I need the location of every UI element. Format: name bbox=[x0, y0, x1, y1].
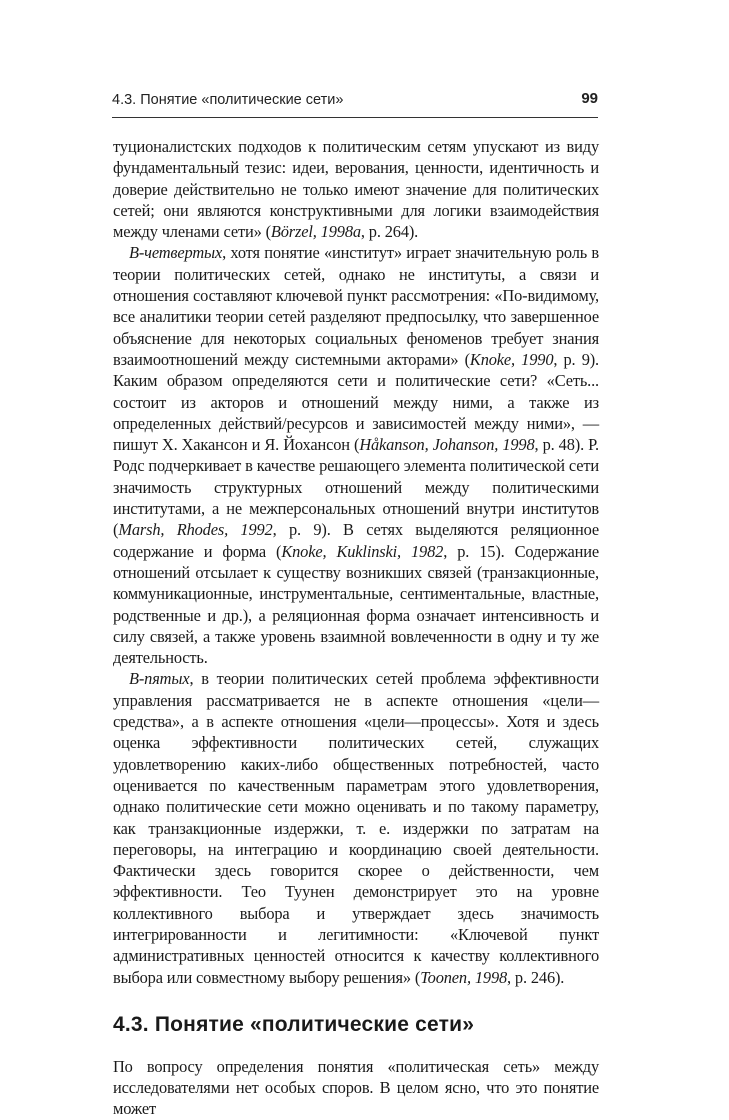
header-rule bbox=[112, 117, 598, 118]
paragraph bbox=[113, 136, 599, 242]
paragraph: По вопросу определения понятия «политическая сеть» между исследователями нет особых споров. В целом ясно, что это понятие может bbox=[113, 1056, 599, 1119]
text-run: , p. 9). В сетях выделяются реляционное содержание и форма ( bbox=[113, 520, 599, 561]
italic-citation: Marsh, Rhodes, 1992 bbox=[118, 520, 273, 540]
section-heading: 4.3. Понятие «политические сети» bbox=[113, 1012, 475, 1036]
paragraph bbox=[113, 242, 599, 668]
body-text bbox=[113, 136, 599, 1120]
text-run: , p. 9). Каким образом определяются сети и политические сети? «Сеть... состоит из акторов и отношений между ними, а также из определенных действий/ресурсов и зависимостей между ними», — пишут Х. Хаканcон и Я. Йохансон ( bbox=[113, 349, 600, 455]
italic-citation: Knoke, Kuklinski, 1982 bbox=[281, 541, 444, 561]
italic-citation: Knoke, 1990 bbox=[469, 349, 554, 369]
text-run: , p. 48). Р. Родс подчеркивает в качестве решающего элемента политической сети значимость структурных отношений между политическими институтами, а не межперсональных отношений внутри институтов ( bbox=[113, 435, 599, 540]
text-run: , p. 15). Содержание отношений отсылает к существу возникших связей (транзакционные, коммуникационные, инструментальные, сентиментальные, властные, родственные и др.), а реляционная форма означает интенсивность и силу связей, а также уровень взаимной вовлеченности в одну и ту же деятельность. bbox=[113, 541, 600, 668]
running-header bbox=[112, 92, 598, 108]
page-number: 99 bbox=[581, 90, 598, 107]
italic-citation: В-четвертых bbox=[129, 243, 223, 263]
text-run: , хотя понятие «институт» играет значительную роль в теории политических сетей, однако не институты, а связи и отношения составляют ключевой пункт рассмотрения: «По-видимому, все аналитики теории сетей разделяют предпосылку, что завершенное объяснение для некоторых социальных феноменов требует знания взаимоотношений между системными акторами» ( bbox=[113, 243, 599, 369]
paragraph bbox=[113, 668, 599, 987]
italic-citation: В-пятых bbox=[129, 669, 190, 689]
text-run: туционалистских подходов к политическим сетям упускают из виду фундаментальный тезис: идеи, верования, ценности, идентичность и доверие действительно не только имеют значение для политических сетей; они являются конструктивными для логики взаимодействия между членами сети» ( bbox=[113, 137, 599, 242]
text-run: , p. 264). bbox=[360, 222, 419, 242]
running-title: 4.3. Понятие «политические сети» bbox=[112, 92, 344, 108]
text-run: , в теории политических сетей проблема эффективности управления рассматривается не в аспекте отношения «цели—средства», а в аспекте отношения «цели—процессы». Хотя и здесь оценка эффективности политических сетей, служащих удовлетворению каких-либо общественных потребностей, часто оценивается по качественным параметрам этого удовлетворения, однако политические сети можно оценивать и по такому параметру, как транзакционные издержки, т. е. издержки по затратам на переговоры, на интеграцию и координацию своей деятельности. Фактически здесь говорится скорее о действенности, чем эффективности. Тео Туунен демонстрирует это на уровне коллективного выбора и утверждает здесь значимость интегрированности и легитимности: «Ключевой пункт административных ценностей относится к качеству коллективного выбора или совместному выбору решения» ( bbox=[113, 669, 599, 987]
italic-citation: Toonen, 1998 bbox=[420, 967, 508, 987]
italic-citation: Håkanson, Johanson, 1998 bbox=[359, 435, 535, 455]
italic-citation: Börzel, 1998a bbox=[270, 222, 361, 242]
text-run: , p. 246). bbox=[507, 967, 565, 987]
